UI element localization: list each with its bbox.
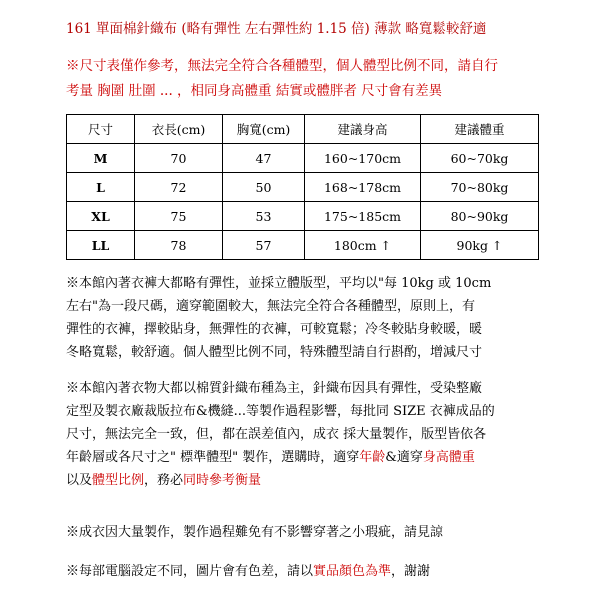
fabric-note-line-5 <box>66 469 546 492</box>
fabric-note-line-4 <box>66 446 546 469</box>
fabric-note <box>66 377 546 492</box>
chest-cell: 47 <box>223 144 305 173</box>
fabric-note-line: 定型及製衣廠裁版拉布&機縫...等製作過程影響，每批同 SIZE 衣褲成品的 <box>66 404 495 419</box>
fabric-note-text: ，務必 <box>144 473 184 488</box>
elasticity-note-line: 彈性的衣褲，擇較貼身，無彈性的衣褲，可較寬鬆；冷冬較貼身較暖，暖 <box>66 322 483 337</box>
defect-note: ※成衣因大量製作，製作過程難免有不影響穿著之小瑕疵，請見諒 <box>66 525 444 540</box>
size-disclaimer-line-1: ※尺寸表僅作參考，無法完全符合各種體型，個人體型比例不同，請自行 <box>66 58 498 74</box>
length-cell: 70 <box>135 144 223 173</box>
weight-cell: 60~70kg <box>421 144 539 173</box>
height-cell: 160~170cm <box>305 144 421 173</box>
weight-cell: 90kg ↑ <box>421 231 539 260</box>
chest-cell: 50 <box>223 173 305 202</box>
table-row <box>67 144 539 173</box>
highlight-actual-color: 實品顏色為準 <box>313 564 392 579</box>
header-weight: 建議體重 <box>421 115 539 144</box>
size-cell: LL <box>67 231 135 260</box>
header-chest: 胸寬(cm) <box>223 115 305 144</box>
elasticity-note-line: ※本館內著衣褲大都略有彈性，並採立體版型，平均以"每 10kg 或 10cm <box>66 276 492 291</box>
size-cell: XL <box>67 202 135 231</box>
color-note-text: ，謝謝 <box>391 564 431 579</box>
fabric-note-text: &適穿 <box>385 450 423 465</box>
size-table-header-row <box>67 115 539 144</box>
table-row <box>67 202 539 231</box>
fabric-note-text: 年齡層或各尺寸之" 標準體型" 製作，選購時，適穿 <box>66 450 360 465</box>
elasticity-note <box>66 272 536 364</box>
header-length: 衣長(cm) <box>135 115 223 144</box>
highlight-height-weight: 身高體重 <box>422 450 475 465</box>
height-cell: 175~185cm <box>305 202 421 231</box>
size-disclaimer <box>66 54 586 104</box>
header-height: 建議身高 <box>305 115 421 144</box>
size-cell: M <box>67 144 135 173</box>
elasticity-note-line: 冬略寬鬆，較舒適。個人體型比例不同，特殊體型請自行斟酌，增減尺寸 <box>66 345 483 360</box>
weight-cell: 70~80kg <box>421 173 539 202</box>
highlight-body-ratio: 體型比例 <box>92 473 145 488</box>
table-row <box>67 173 539 202</box>
length-cell: 78 <box>135 231 223 260</box>
product-title: 161 單面棉針織布 (略有彈性 左右彈性約 1.15 倍) 薄款 略寬鬆較舒適 <box>66 21 487 37</box>
chest-cell: 53 <box>223 202 305 231</box>
highlight-age: 年齡 <box>359 450 386 465</box>
elasticity-note-line: 左右"為一段尺碼，適穿範圍較大，無法完全符合各種體型，原則上，有 <box>66 299 475 314</box>
color-note-text: ※每部電腦設定不同，圖片會有色差，請以 <box>66 564 314 579</box>
table-row <box>67 231 539 260</box>
color-note <box>66 563 536 581</box>
fabric-note-text: 以及 <box>66 473 93 488</box>
size-table <box>66 114 539 260</box>
length-cell: 75 <box>135 202 223 231</box>
height-cell: 180cm ↑ <box>305 231 421 260</box>
fabric-note-line: 尺寸，無法完全一致，但，都在誤差值內，成衣 採大量製作，版型皆依各 <box>66 427 487 442</box>
height-cell: 168~178cm <box>305 173 421 202</box>
weight-cell: 80~90kg <box>421 202 539 231</box>
length-cell: 72 <box>135 173 223 202</box>
header-size: 尺寸 <box>67 115 135 144</box>
size-disclaimer-line-2: 考量 胸圍 肚圍 ... ，相同身高體重 結實或體胖者 尺寸會有差異 <box>66 83 443 99</box>
fabric-note-line: ※本館內著衣物大都以棉質針織布種為主，針織布因具有彈性，受染整廠 <box>66 381 483 396</box>
chest-cell: 57 <box>223 231 305 260</box>
highlight-reference: 同時參考衡量 <box>183 473 262 488</box>
size-cell: L <box>67 173 135 202</box>
